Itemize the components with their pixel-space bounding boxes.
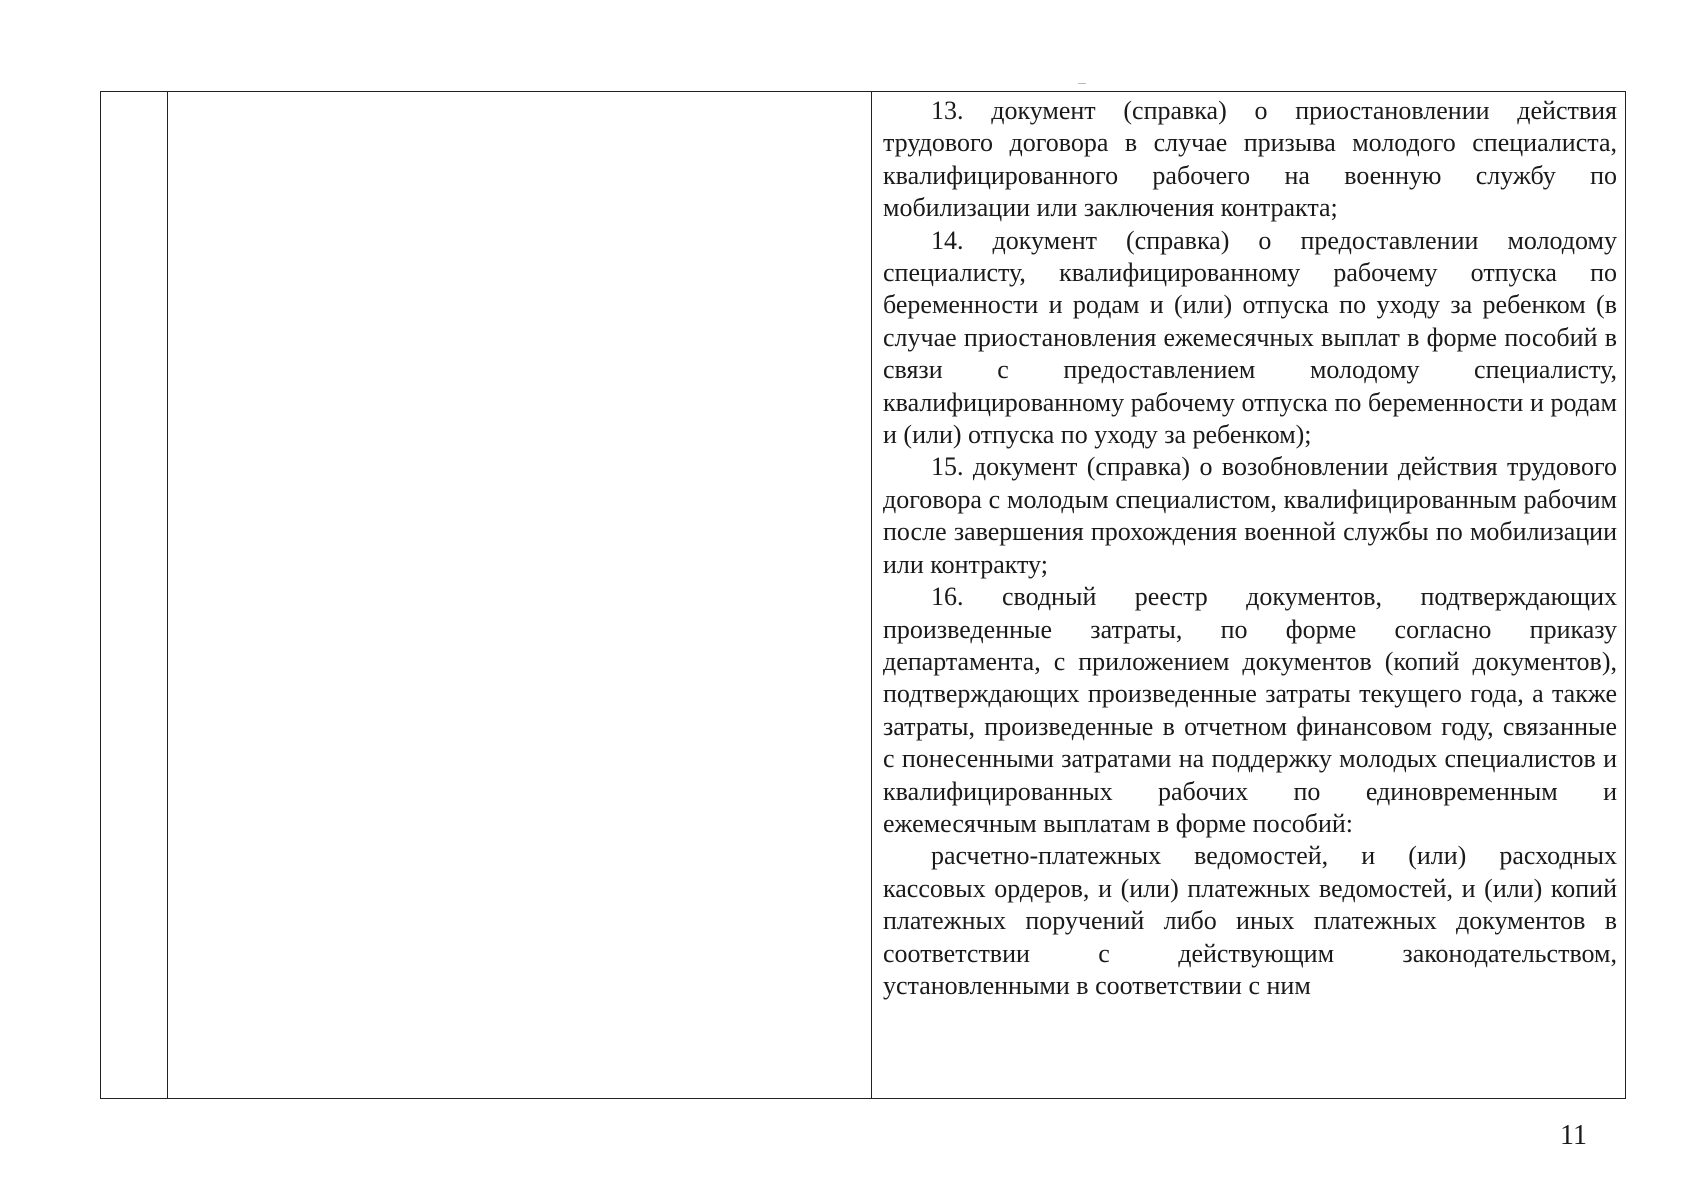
- column-divider-1: [167, 92, 168, 1098]
- page-number: 11: [1560, 1120, 1587, 1151]
- paragraph-14: 14. документ (справка) о предоставлении молодому специалисту, квалифицированному рабочему отпуска по беременности и родам и (или) отпуска по уходу за ребенком (в случае приостановления ежемесячных выплат в форме пособий в связи с предоставлением молодому специалисту, квалифицированному рабочему отпуска по беременности и родам и (или) отпуска по уходу за ребенком);: [883, 225, 1617, 450]
- paragraph-13: 13. документ (справка) о приостановлении действия трудового договора в случае призыва молодого специалиста, квалифицированного рабочего на военную службу по мобилизации или заключения контракта;: [883, 96, 1617, 223]
- column-divider-2: [871, 92, 872, 1098]
- paragraph-16: 16. сводный реестр документов, подтверждающих произведенные затраты, по форме согласно приказу департамента, с приложением документов (копий документов), подтверждающих произведенные затраты текущего года, а также затраты, произведенные в отчетном финансовом году, связанные с понесенными затратами на поддержку молодых специалистов и квалифицированных рабочих по единовременным и ежемесячным выплатам в форме пособий:: [883, 582, 1617, 838]
- document-table: [100, 91, 1626, 1099]
- paragraph-16-payments: расчетно-платежных ведомостей, и (или) расходных кассовых ордеров, и (или) платежных ведомостей, и (или) копий платежных поручений либо иных платежных документов в соответствии с действующим законодательством, установленными в соответствии с ним: [883, 841, 1617, 1000]
- scan-mark: [1078, 83, 1086, 84]
- requirements-text-cell: [883, 95, 1617, 1002]
- paragraph-15: 15. документ (справка) о возобновлении действия трудового договора с молодым специалистом, квалифицированным рабочим после завершения прохождения военной службы по мобилизации или контракту;: [883, 452, 1617, 579]
